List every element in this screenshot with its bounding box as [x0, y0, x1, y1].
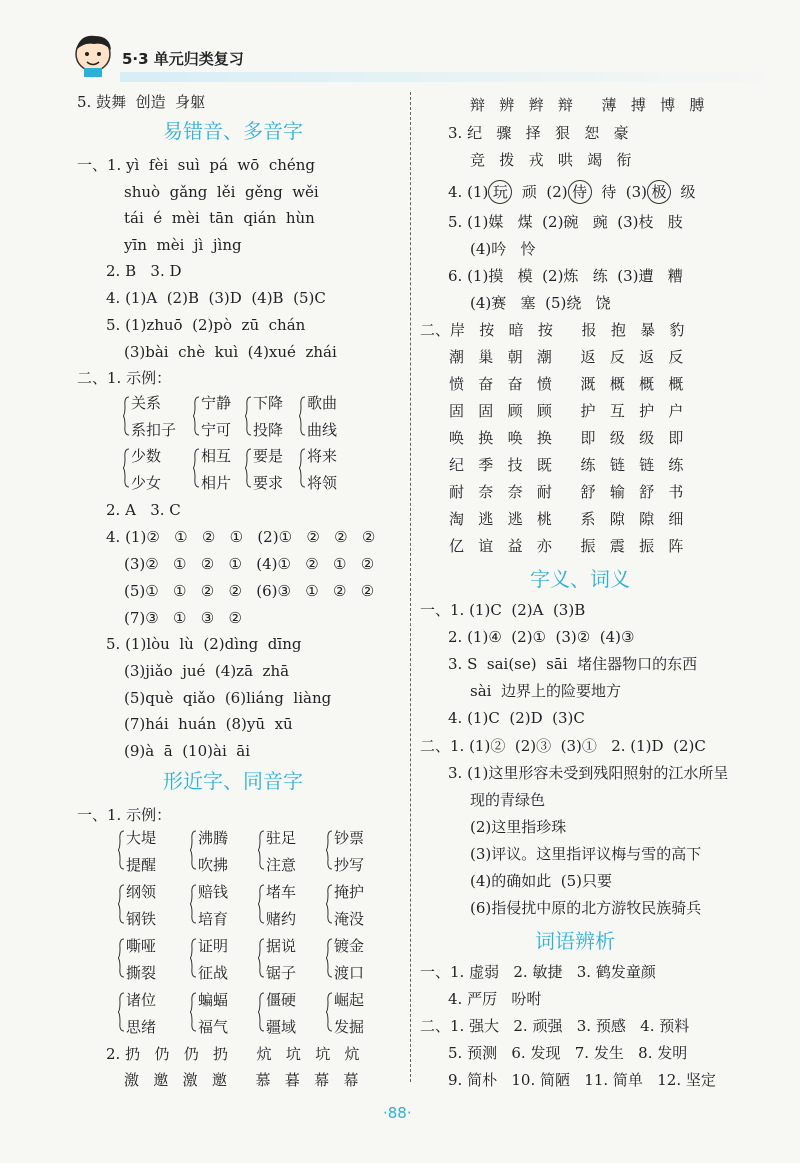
answer-line: (3)② ① ② ① (4)① ② ① ② — [124, 555, 375, 573]
answer-line: 纪 季 技 既 练 链 链 练 — [449, 456, 684, 474]
answer-line: 二、岸 按 暗 按 报 抱 暴 豹 — [420, 321, 685, 339]
answer-line: 一、1. 示例： — [77, 806, 172, 824]
answer-line: 4. (1)A (2)B (3)D (4)B (5)C — [106, 289, 326, 307]
answer-line: (3)评议。这里指评议梅与雪的高下 — [470, 845, 702, 863]
word-item: 歌曲 — [307, 394, 338, 412]
answer-line: 愤 奋 奋 愤 溉 概 概 概 — [449, 375, 684, 393]
answer-line: (5)① ① ② ② (6)③ ① ② ② — [124, 582, 375, 600]
answer-line: 一、1. 虚弱 2. 敏捷 3. 鹤发童颜 — [420, 963, 656, 981]
word-item: 钞票 — [334, 829, 365, 847]
word-item: 证明 — [198, 937, 229, 955]
word-item: 沸腾 — [198, 829, 229, 847]
word-item: 发掘 — [334, 1018, 365, 1036]
answer-line: 5. 预测 6. 发现 7. 发生 8. 发明 — [448, 1044, 688, 1062]
brace-icon — [299, 448, 305, 488]
word-item: 掩护 — [334, 883, 365, 901]
brace-icon — [326, 992, 332, 1032]
word-item: 疆域 — [266, 1018, 297, 1036]
word-item: 撕裂 — [126, 964, 157, 982]
brace-icon — [118, 830, 124, 870]
brace-icon — [123, 396, 129, 436]
answer-line: 4. 严厉 吩咐 — [448, 990, 542, 1008]
answer-line: 9. 简朴 10. 简陋 11. 简单 12. 坚定 — [448, 1071, 716, 1089]
brace-icon — [190, 830, 196, 870]
word-item: 下降 — [253, 394, 284, 412]
brace-icon — [258, 830, 264, 870]
page-number: ·88· — [383, 1104, 412, 1122]
word-item: 淹没 — [334, 910, 365, 928]
word-item: 系扣子 — [131, 421, 177, 439]
word-item: 钢铁 — [126, 910, 157, 928]
word-item: 少数 — [131, 447, 162, 465]
brace-icon — [193, 448, 199, 488]
section-heading: 字义、词义 — [530, 567, 630, 591]
word-item: 福气 — [198, 1018, 229, 1036]
answer-line: (4)的确如此 (5)只要 — [470, 872, 613, 890]
answer-line: (7)③ ① ③ ② — [124, 609, 242, 627]
answer-line: (4)吟 怜 — [470, 240, 536, 258]
answer-line: 3. 纪 骤 择 狠 恕 豪 — [448, 124, 629, 142]
brace-icon — [245, 448, 251, 488]
word-item: 驻足 — [266, 829, 297, 847]
word-item: 蝙蝠 — [198, 991, 229, 1009]
answer-line: 3. S sai(se) sāi 堵住器物口的东西 — [448, 655, 698, 673]
answer-line: shuò gǎng lěi gěng wěi — [124, 183, 319, 201]
word-item: 堵车 — [266, 883, 297, 901]
mascot-logo — [70, 32, 116, 78]
answer-line: 二、1. 示例： — [77, 369, 172, 387]
answer-line: 激 邀 激 邀 慕 暮 幕 幕 — [124, 1071, 359, 1089]
brace-icon — [123, 448, 129, 488]
answer-line: 2. (1)④ (2)① (3)② (4)③ — [448, 628, 635, 646]
brace-icon — [190, 884, 196, 924]
word-item: 要是 — [253, 447, 284, 465]
brace-icon — [258, 992, 264, 1032]
word-item: 镀金 — [334, 937, 365, 955]
answer-line: (6)指侵扰中原的北方游牧民族骑兵 — [470, 899, 702, 917]
header-title: 5·3 单元归类复习 — [122, 50, 244, 68]
word-item: 抄写 — [334, 856, 365, 874]
word-item: 将来 — [307, 447, 338, 465]
brace-icon — [258, 884, 264, 924]
word-item: 曲线 — [307, 421, 338, 439]
answer-line: 唤 换 唤 换 即 级 级 即 — [449, 429, 684, 447]
answer-line: 辩 辨 辫 辩 薄 搏 博 膊 — [470, 96, 705, 114]
circled-answer: 极 — [647, 180, 671, 204]
brace-icon — [326, 938, 332, 978]
word-item: 宁可 — [201, 421, 232, 439]
brace-icon — [118, 938, 124, 978]
word-item: 吹拂 — [198, 856, 229, 874]
word-item: 渡口 — [334, 964, 365, 982]
answer-line: 一、1. (1)C (2)A (3)B — [420, 601, 586, 619]
answer-line: yīn mèi jì jìng — [124, 236, 242, 254]
word-item: 相片 — [201, 474, 232, 492]
word-item: 嘶哑 — [126, 937, 157, 955]
word-item: 锯子 — [266, 964, 297, 982]
answer-line: 二、1. (1)② (2)③ (3)① 2. (1)D (2)C — [420, 737, 706, 755]
answer-line: 二、1. 强大 2. 顽强 3. 预感 4. 预料 — [420, 1017, 690, 1035]
word-item: 关系 — [131, 394, 162, 412]
section-heading: 易错音、多音字 — [163, 119, 303, 143]
brace-icon — [326, 830, 332, 870]
brace-icon — [190, 992, 196, 1032]
answer-line: 6. (1)摸 模 (2)炼 练 (3)遭 糟 — [448, 267, 683, 285]
word-item: 赌约 — [266, 910, 297, 928]
brace-icon — [193, 396, 199, 436]
answer-line: 2. B 3. D — [106, 262, 182, 280]
answer-line: 4. (1)② ① ② ① (2)① ② ② ② — [106, 528, 376, 546]
answer-line: 耐 奈 奈 耐 舒 输 舒 书 — [449, 483, 684, 501]
section-heading: 词语辨析 — [535, 929, 615, 953]
word-item: 提醒 — [126, 856, 157, 874]
page-header — [70, 30, 770, 80]
answer-line: (5)què qiǎo (6)liáng liàng — [124, 689, 332, 707]
brace-icon — [258, 938, 264, 978]
word-item: 纲领 — [126, 883, 157, 901]
answer-line: 竞 拨 戎 哄 竭 衔 — [470, 151, 632, 169]
word-item: 相互 — [201, 447, 232, 465]
word-item: 要求 — [253, 474, 284, 492]
circled-answer: 玩 — [488, 180, 512, 204]
brace-icon — [118, 884, 124, 924]
answer-line: tái é mèi tān qián hùn — [124, 209, 315, 227]
word-item: 赔钱 — [198, 883, 229, 901]
word-item: 大堤 — [126, 829, 157, 847]
answer-line: 现的青绿色 — [470, 791, 546, 809]
answer-line: 一、1. yì fèi suì pá wō chéng — [77, 156, 316, 174]
word-item: 培育 — [198, 910, 229, 928]
word-item: 僵硬 — [266, 991, 297, 1009]
answer-line: 3. (1)这里形容未受到残阳照射的江水所呈 — [448, 764, 729, 782]
answer-line: 潮 巢 朝 潮 返 反 返 反 — [449, 348, 684, 366]
word-item: 投降 — [253, 421, 284, 439]
brace-icon — [326, 884, 332, 924]
word-item: 少女 — [131, 474, 162, 492]
answer-line: (7)hái huán (8)yū xū — [124, 715, 293, 733]
brace-icon — [299, 396, 305, 436]
header-underline — [120, 72, 770, 82]
brace-icon — [245, 396, 251, 436]
answer-line: (3)bài chè kuì (4)xué zhái — [124, 343, 337, 361]
word-item: 宁静 — [201, 394, 232, 412]
answer-line: 4. (1) 玩 顽 (2) 侍 待 (3) 极 级 — [448, 180, 696, 204]
answer-line: 亿 谊 益 亦 振 震 振 阵 — [449, 537, 684, 555]
answer-line: (3)jiǎo jué (4)zā zhā — [124, 662, 290, 680]
circled-answer: 侍 — [568, 180, 592, 204]
answer-line: (9)à ā (10)ài āi — [124, 742, 251, 760]
word-item: 据说 — [266, 937, 297, 955]
answer-line: 5. (1)媒 煤 (2)碗 豌 (3)枝 肢 — [448, 213, 683, 231]
answer-line: 2. 扔 仍 仍 扔 炕 坑 坑 炕 — [106, 1045, 360, 1063]
word-item: 思绪 — [126, 1018, 157, 1036]
answer-line: 淘 逃 逃 桃 系 隙 隙 细 — [449, 510, 684, 528]
answer-line: 4. (1)C (2)D (3)C — [448, 709, 585, 727]
word-item: 征战 — [198, 964, 229, 982]
brace-icon — [118, 992, 124, 1032]
word-item: 诸位 — [126, 991, 157, 1009]
section-heading: 形近字、同音字 — [163, 769, 303, 793]
answer-line: 5. 鼓舞 创造 身躯 — [77, 93, 206, 111]
answer-line: 2. A 3. C — [106, 501, 181, 519]
answer-line: 5. (1)lòu lù (2)dìng dīng — [106, 635, 302, 653]
answer-line: 固 固 顾 顾 护 互 护 户 — [449, 402, 684, 420]
word-item: 注意 — [266, 856, 297, 874]
word-item: 将领 — [307, 474, 338, 492]
answer-line: sài 边界上的险要地方 — [470, 682, 621, 700]
answer-line: (4)赛 塞 (5)绕 饶 — [470, 294, 611, 312]
word-item: 崛起 — [334, 991, 365, 1009]
answer-line: (2)这里指珍珠 — [470, 818, 567, 836]
brace-icon — [190, 938, 196, 978]
column-divider — [410, 92, 411, 1082]
answer-line: 5. (1)zhuō (2)pò zū chán — [106, 316, 306, 334]
